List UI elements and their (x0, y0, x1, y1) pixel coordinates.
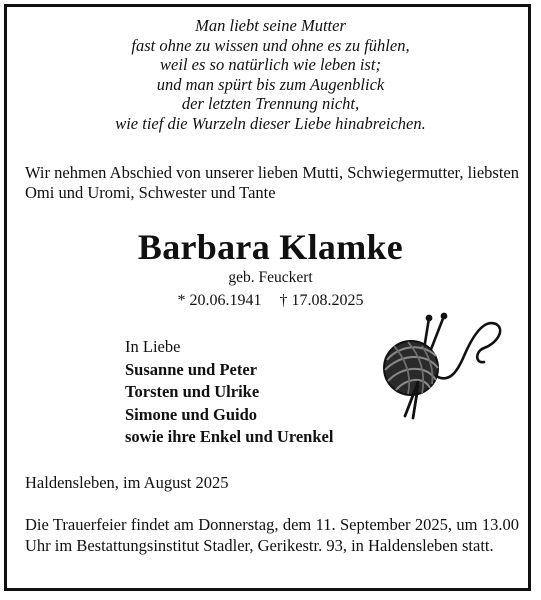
poem-line: weil es so natürlich wie leben ist; (160, 55, 381, 74)
mourners-list (125, 336, 333, 449)
poem-line: wie tief die Wurzeln dieser Liebe hinabreichen. (115, 113, 426, 133)
maiden-name: geb. Feuckert (228, 269, 313, 286)
poem-line: fast ohne zu wissen und ohne es zu fühlen, (131, 35, 410, 55)
mourner-entry: Torsten und Ulrike (125, 382, 260, 401)
mourners-lead: In Liebe (125, 337, 181, 356)
place-and-date: Haldensleben, im August 2025 (25, 473, 229, 492)
yarn-ball-with-knitting-needles-icon (378, 310, 508, 420)
birth-date: * 20.06.1941 (177, 292, 262, 309)
mourner-entry: Simone und Guido (125, 404, 258, 424)
deceased-name: Barbara Klamke (137, 227, 404, 267)
death-date: † 17.08.2025 (279, 292, 364, 309)
poem-line: der letzten Trennung nicht, (181, 94, 360, 113)
memorial-poem (0, 16, 541, 133)
life-dates (0, 291, 541, 311)
mourner-entry: Susanne und Peter (125, 359, 258, 379)
funeral-service-info: Die Trauerfeier findet am Donnerstag, dem 11. September 2025, um 13.00 Uhr im Bestattungsinstitut Stadler, Gerikestr. 93, in Haldensleben statt. (25, 515, 519, 555)
poem-line: und man spürt bis zum Augenblick (156, 74, 385, 94)
farewell-text: Wir nehmen Abschied von unserer lieben Mutti, Schwiegermutter, liebsten Omi und Uromi, Schwester und Tante (25, 163, 519, 202)
mourner-entry: sowie ihre Enkel und Urenkel (125, 427, 334, 446)
poem-line: Man liebt seine Mutter (195, 16, 346, 35)
